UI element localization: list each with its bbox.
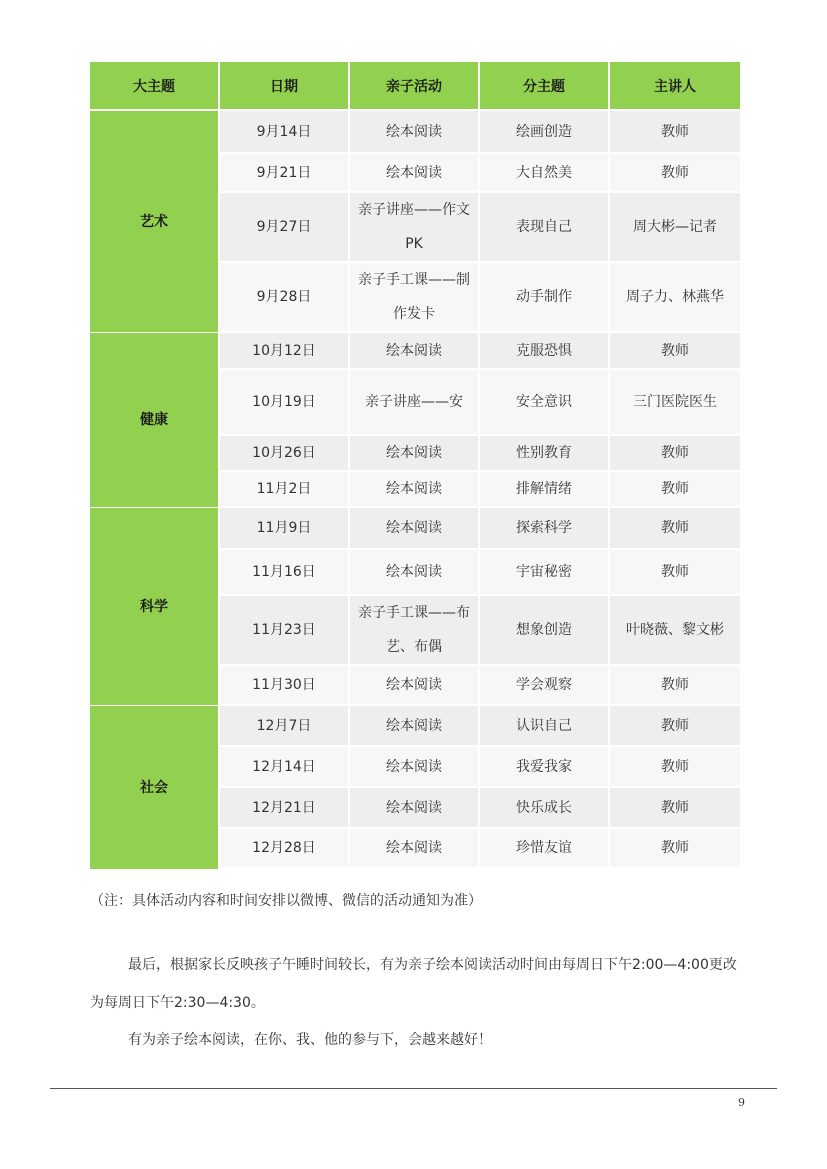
date-cell: 9月21日 <box>220 154 350 193</box>
activity-cell: 绘本阅读 <box>350 333 480 370</box>
activity-cell: 绘本阅读 <box>350 666 480 706</box>
date-cell: 12月7日 <box>220 706 350 747</box>
date-cell: 9月14日 <box>220 111 350 154</box>
theme-cell: 社会 <box>90 706 220 869</box>
speaker-cell: 教师 <box>610 436 740 472</box>
speaker-cell: 教师 <box>610 508 740 550</box>
table-header-row <box>90 62 740 111</box>
schedule-note: （注：具体活动内容和时间安排以微博、微信的活动通知为准） <box>90 893 482 909</box>
header-theme: 大主题 <box>90 62 220 111</box>
theme-cell: 科学 <box>90 508 220 706</box>
date-cell: 11月23日 <box>220 596 350 666</box>
activity-cell: 绘本阅读 <box>350 111 480 154</box>
speaker-cell: 教师 <box>610 111 740 154</box>
speaker-cell: 周大彬—记者 <box>610 193 740 263</box>
date-cell: 9月28日 <box>220 263 350 333</box>
date-cell: 10月12日 <box>220 333 350 370</box>
activity-cell: 绘本阅读 <box>350 747 480 788</box>
table-row <box>90 706 740 747</box>
subtheme-cell: 想象创造 <box>480 596 610 666</box>
subtheme-cell: 探索科学 <box>480 508 610 550</box>
table-row <box>90 333 740 370</box>
header-subtheme: 分主题 <box>480 62 610 111</box>
subtheme-cell: 动手制作 <box>480 263 610 333</box>
date-cell: 12月28日 <box>220 829 350 869</box>
activity-cell: 绘本阅读 <box>350 550 480 596</box>
subtheme-cell: 绘画创造 <box>480 111 610 154</box>
subtheme-cell: 快乐成长 <box>480 788 610 829</box>
activity-cell: 亲子讲座——作文PK <box>350 193 480 263</box>
subtheme-cell: 大自然美 <box>480 154 610 193</box>
activity-cell: 亲子讲座——安 <box>350 370 480 436</box>
activity-cell: 亲子手工课——布艺、布偶 <box>350 596 480 666</box>
activity-cell: 绘本阅读 <box>350 706 480 747</box>
speaker-cell: 教师 <box>610 788 740 829</box>
subtheme-cell: 性别教育 <box>480 436 610 472</box>
activity-cell: 绘本阅读 <box>350 472 480 508</box>
page-number: 9 <box>738 1096 745 1109</box>
speaker-cell: 教师 <box>610 154 740 193</box>
speaker-cell: 教师 <box>610 550 740 596</box>
speaker-cell: 叶晓薇、黎文彬 <box>610 596 740 666</box>
activity-cell: 亲子手工课——制作发卡 <box>350 263 480 333</box>
subtheme-cell: 克服恐惧 <box>480 333 610 370</box>
speaker-cell: 三门医院医生 <box>610 370 740 436</box>
paragraph-closing: 有为亲子绘本阅读，在你、我、他的参与下，会越来越好！ <box>128 1032 492 1048</box>
theme-cell: 健康 <box>90 333 220 508</box>
speaker-cell: 教师 <box>610 666 740 706</box>
speaker-cell: 教师 <box>610 472 740 508</box>
table-row <box>90 111 740 154</box>
activity-cell: 绘本阅读 <box>350 788 480 829</box>
activity-cell: 绘本阅读 <box>350 436 480 472</box>
date-cell: 12月21日 <box>220 788 350 829</box>
speaker-cell: 教师 <box>610 747 740 788</box>
header-date: 日期 <box>220 62 350 111</box>
theme-cell: 艺术 <box>90 111 220 333</box>
date-cell: 10月26日 <box>220 436 350 472</box>
subtheme-cell: 我爱我家 <box>480 747 610 788</box>
subtheme-cell: 认识自己 <box>480 706 610 747</box>
subtheme-cell: 宇宙秘密 <box>480 550 610 596</box>
date-cell: 9月27日 <box>220 193 350 263</box>
subtheme-cell: 表现自己 <box>480 193 610 263</box>
header-speaker: 主讲人 <box>610 62 740 111</box>
speaker-cell: 周子力、林燕华 <box>610 263 740 333</box>
table-body <box>90 111 740 869</box>
subtheme-cell: 学会观察 <box>480 666 610 706</box>
header-activity: 亲子活动 <box>350 62 480 111</box>
date-cell: 11月2日 <box>220 472 350 508</box>
subtheme-cell: 安全意识 <box>480 370 610 436</box>
activity-cell: 绘本阅读 <box>350 154 480 193</box>
speaker-cell: 教师 <box>610 829 740 869</box>
footer-divider <box>50 1088 777 1089</box>
date-cell: 12月14日 <box>220 747 350 788</box>
activity-schedule-table <box>90 62 740 869</box>
date-cell: 11月30日 <box>220 666 350 706</box>
speaker-cell: 教师 <box>610 333 740 370</box>
table-row <box>90 508 740 550</box>
activity-cell: 绘本阅读 <box>350 508 480 550</box>
date-cell: 11月9日 <box>220 508 350 550</box>
speaker-cell: 教师 <box>610 706 740 747</box>
date-cell: 11月16日 <box>220 550 350 596</box>
date-cell: 10月19日 <box>220 370 350 436</box>
subtheme-cell: 珍惜友谊 <box>480 829 610 869</box>
activity-cell: 绘本阅读 <box>350 829 480 869</box>
subtheme-cell: 排解情绪 <box>480 472 610 508</box>
paragraph-time-change: 最后，根据家长反映孩子午睡时间较长，有为亲子绘本阅读活动时间由每周日下午2:00—4:00更改为每周日下午2:30—4:30。 <box>90 957 737 1011</box>
